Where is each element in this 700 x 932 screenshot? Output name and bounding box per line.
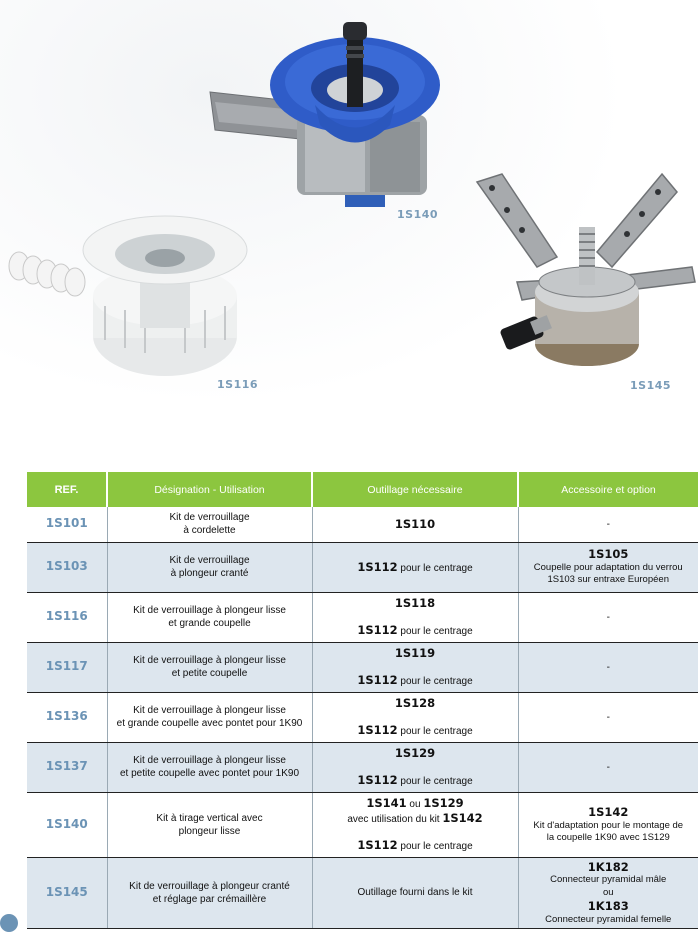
designation-cell: Kit de verrouillage à plongeur lisse et petite coupelle avec pontet pour 1K90: [107, 742, 312, 792]
ref-cell: 1S145: [27, 857, 107, 929]
product-label-1s140: 1S140: [397, 208, 439, 221]
ref-cell: 1S101: [27, 507, 107, 542]
designation-cell: Kit de verrouillage à plongeur lisse et grande coupelle: [107, 592, 312, 642]
table-row: [27, 592, 698, 642]
outillage-cell: 1S141 ou 1S129 avec utilisation du kit 1S142 1S112 pour le centrage: [312, 792, 518, 857]
table-row: [27, 742, 698, 792]
product-label-1s116: 1S116: [217, 378, 259, 391]
ref-cell: 1S137: [27, 742, 107, 792]
table-row: [27, 542, 698, 592]
accessoire-cell: -: [518, 592, 698, 642]
column-header-accessoire: Accessoire et option: [518, 472, 698, 507]
outillage-cell: 1S112 pour le centrage: [312, 542, 518, 592]
outillage-cell: Outillage fourni dans le kit: [312, 857, 518, 929]
accessoire-cell: -: [518, 692, 698, 742]
table-row: [27, 792, 698, 857]
table-row: [27, 857, 698, 929]
table-row: [27, 692, 698, 742]
table-row: [27, 642, 698, 692]
product-label-1s145: 1S145: [630, 379, 672, 392]
designation-cell: Kit de verrouillage à cordelette: [107, 507, 312, 542]
ref-cell: 1S117: [27, 642, 107, 692]
designation-cell: Kit de verrouillage à plongeur lisse et grande coupelle avec pontet pour 1K90: [107, 692, 312, 742]
outillage-cell: 1S119 1S112 pour le centrage: [312, 642, 518, 692]
product-photos: [0, 0, 700, 460]
product-image-1s140: [205, 10, 445, 215]
column-header-outillage: Outillage nécessaire: [312, 472, 518, 507]
ref-cell: 1S103: [27, 542, 107, 592]
product-image-1s116: [5, 208, 255, 388]
outillage-cell: 1S110: [312, 507, 518, 542]
accessoire-cell: -: [518, 642, 698, 692]
accessoire-cell: 1S142 Kit d'adaptation pour le montage de la coupelle 1K90 avec 1S129: [518, 792, 698, 857]
table-header-row: [27, 472, 698, 507]
outillage-cell: 1S118 1S112 pour le centrage: [312, 592, 518, 642]
column-header-ref: REF.: [27, 472, 107, 507]
accessoire-cell: 1K182 Connecteur pyramidal mâle ou 1K183 Connecteur pyramidal femelle: [518, 857, 698, 929]
page-corner-dot: [0, 914, 18, 932]
column-header-designation: Désignation - Utilisation: [107, 472, 312, 507]
designation-cell: Kit à tirage vertical avec plongeur lisse: [107, 792, 312, 857]
product-spec-table: [27, 472, 698, 929]
product-image-1s145: [462, 172, 697, 382]
ref-cell: 1S136: [27, 692, 107, 742]
ref-cell: 1S116: [27, 592, 107, 642]
designation-cell: Kit de verrouillage à plongeur cranté: [107, 542, 312, 592]
accessoire-cell: -: [518, 507, 698, 542]
ref-cell: 1S140: [27, 792, 107, 857]
accessoire-cell: 1S105 Coupelle pour adaptation du verrou 1S103 sur entraxe Européen: [518, 542, 698, 592]
designation-cell: Kit de verrouillage à plongeur cranté et réglage par crémaillère: [107, 857, 312, 929]
accessoire-cell: -: [518, 742, 698, 792]
outillage-cell: 1S129 1S112 pour le centrage: [312, 742, 518, 792]
outillage-cell: 1S128 1S112 pour le centrage: [312, 692, 518, 742]
table-row: [27, 507, 698, 542]
designation-cell: Kit de verrouillage à plongeur lisse et petite coupelle: [107, 642, 312, 692]
